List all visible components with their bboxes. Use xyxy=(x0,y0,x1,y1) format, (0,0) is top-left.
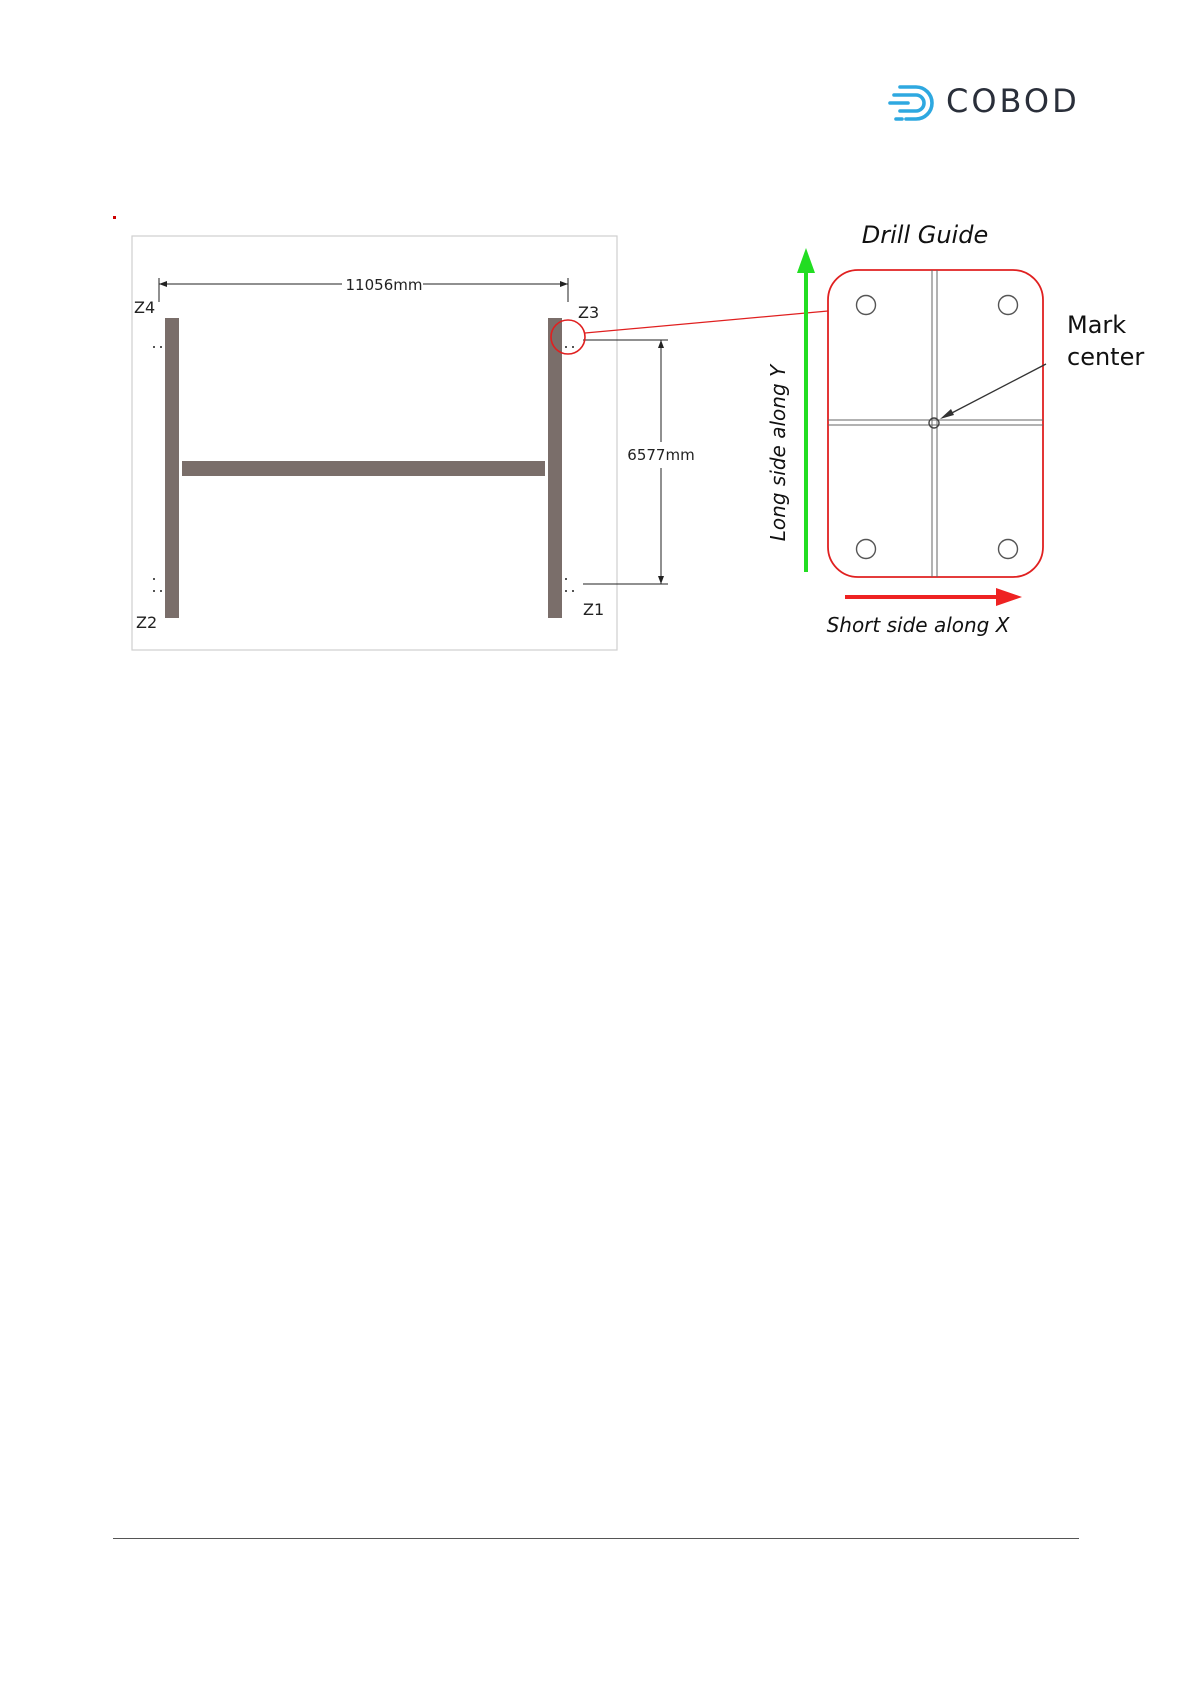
anchor-label-z3: Z3 xyxy=(578,303,600,322)
anchor-label-z1: Z1 xyxy=(583,600,605,619)
anchor-label-z4: Z4 xyxy=(134,298,156,317)
drill-guide-figure xyxy=(0,0,1191,700)
right-rail xyxy=(548,318,562,618)
y-axis-arrow xyxy=(797,248,815,572)
mark-center-label-line1: Mark xyxy=(1067,311,1127,339)
drill-guide-plate xyxy=(828,270,1043,577)
mark-center-label-line2: center xyxy=(1067,343,1145,371)
drill-guide-title: Drill Guide xyxy=(861,221,989,249)
anchor-label-z2: Z2 xyxy=(136,613,158,632)
callout-line xyxy=(585,311,828,333)
floor-plan-frame xyxy=(132,236,617,650)
width-dimension-label: 11056mm xyxy=(345,276,423,294)
height-dimension-label: 6577mm xyxy=(627,446,695,464)
logo-wordmark: COBOD xyxy=(946,82,1080,120)
x-axis-arrow xyxy=(845,588,1022,606)
cross-beam xyxy=(182,461,545,476)
short-side-label: Short side along X xyxy=(826,613,1010,637)
left-rail xyxy=(165,318,179,618)
long-side-label: Long side along Y xyxy=(766,364,790,542)
footer-rule xyxy=(113,1538,1079,1539)
